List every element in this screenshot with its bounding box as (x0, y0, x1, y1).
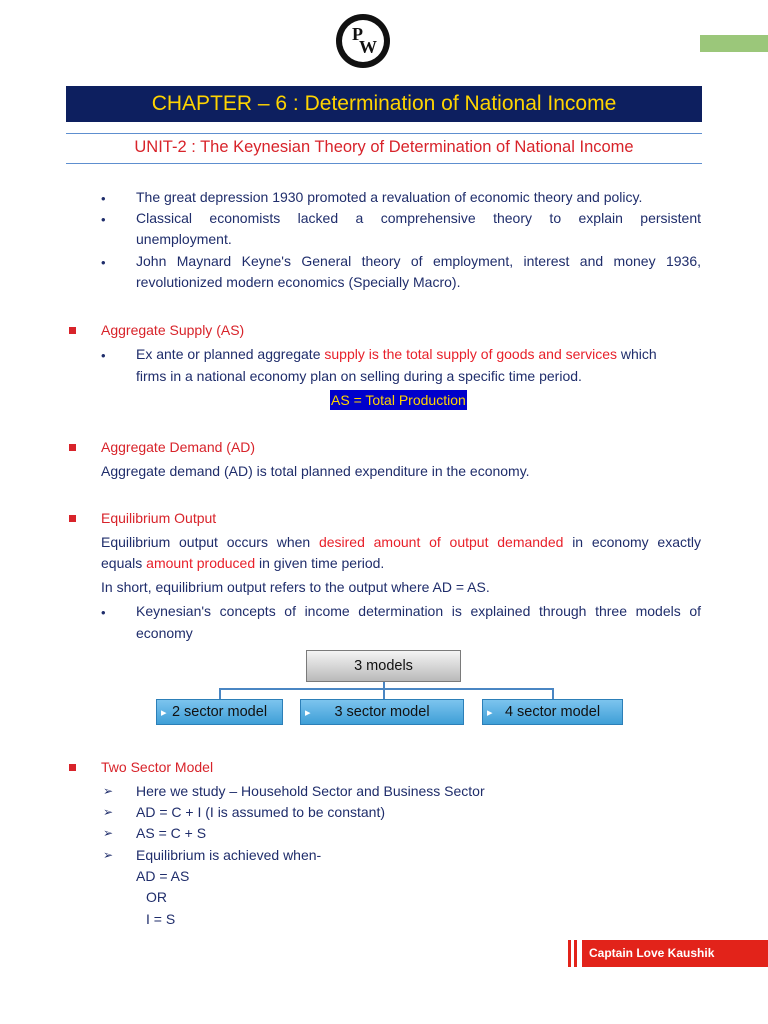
unit-title: UNIT-2 : The Keynesian Theory of Determination of National Income (134, 138, 634, 156)
section-square-marker (69, 515, 76, 522)
bullet-dot: • (101, 191, 106, 206)
connector-line (552, 688, 554, 699)
eq-l1-red: desired amount of output demanded (318, 534, 564, 550)
equilibrium-bullet-line2: economy (136, 625, 193, 641)
equilibrium-line2 (101, 553, 701, 574)
eq-l2-post: in given time period. (255, 555, 385, 571)
arrow-bullet-icon: ➢ (103, 826, 114, 840)
equilibrium-line3: In short, equilibrium output refers to the output where AD = AS. (101, 579, 490, 595)
aggregate-supply-line1 (136, 344, 701, 365)
unit-top-divider (66, 133, 702, 134)
bullet-dot: • (101, 348, 106, 363)
pw-logo-inner (342, 20, 384, 62)
author-name: Captain Love Kaushik (582, 940, 768, 967)
intro-bullet-1 (136, 187, 701, 208)
two-sector-heading: Two Sector Model (101, 759, 214, 775)
as-text-post: which (617, 346, 657, 362)
equilibrium-bullet-line1: Keynesian's concepts of income determination is explained through three models of (136, 603, 701, 619)
eq-l2-pre: equals (101, 555, 147, 571)
model-box-3-sector (300, 699, 464, 725)
equilibrium-heading: Equilibrium Output (101, 510, 217, 526)
intro-bullet-1-text: The great depression 1930 promoted a revaluation of economic theory and policy. (136, 189, 643, 205)
as-text-pre: Ex ante or planned aggregate (136, 346, 325, 362)
arrow-bullet-icon: ➢ (103, 805, 114, 819)
aggregate-demand-text: Aggregate demand (AD) is total planned expenditure in the economy. (101, 463, 530, 479)
author-bar-stripe (568, 940, 571, 967)
pw-logo (336, 14, 390, 68)
logo-letter-w: W (359, 37, 377, 57)
equation-or: OR (146, 889, 167, 905)
equation-ad-as: AD = AS (136, 868, 190, 884)
model-label: 4 sector model (504, 704, 601, 720)
connector-line (383, 688, 385, 699)
intro-bullet-3-line2: revolutionized modern economics (Specially Macro). (136, 274, 461, 290)
connector-line (219, 688, 221, 699)
models-root-box (306, 650, 461, 682)
bullet-dot: • (101, 605, 106, 620)
section-square-marker (69, 444, 76, 451)
arrow-bullet-icon: ➢ (103, 784, 114, 798)
author-badge (568, 940, 768, 967)
bullet-dot: • (101, 255, 106, 270)
model-label: 3 sector model (334, 704, 430, 720)
two-sector-point-4: Equilibrium is achieved when- (136, 847, 322, 863)
aggregate-supply-heading: Aggregate Supply (AS) (101, 322, 245, 338)
two-sector-point-2: AD = C + I (I is assumed to be constant) (136, 804, 385, 820)
aggregate-demand-heading: Aggregate Demand (AD) (101, 439, 256, 455)
two-sector-point-3: AS = C + S (136, 825, 207, 841)
as-formula-highlight: AS = Total Production (331, 392, 466, 408)
unit-bottom-divider (66, 163, 702, 164)
eq-l1-pre: Equilibrium output occurs when (101, 534, 319, 550)
bullet-dot: • (101, 212, 106, 227)
green-tab-decoration (700, 35, 768, 52)
eq-l1-post: in economy exactly (563, 534, 702, 550)
section-square-marker (69, 764, 76, 771)
model-box-2-sector (156, 699, 283, 725)
logo-letter-p: P (352, 24, 363, 44)
intro-bullet-3-line1: John Maynard Keyne's General theory of employment, interest and money 1936, (136, 253, 701, 269)
eq-l2-red: amount produced (146, 555, 256, 571)
as-text-highlight: supply is the total supply of goods and services (324, 346, 617, 362)
intro-bullet-2-line1: Classical economists lacked a comprehensive theory to explain persistent (136, 210, 701, 226)
arrow-bullet-icon: ➢ (103, 848, 114, 862)
aggregate-supply-line2: firms in a national economy plan on selling during a specific time period. (136, 368, 582, 384)
chevron-right-icon: ▸ (305, 707, 311, 719)
chevron-right-icon: ▸ (161, 707, 167, 719)
connector-line (219, 688, 554, 690)
equation-i-s: I = S (146, 911, 176, 927)
equilibrium-line1 (101, 532, 701, 553)
model-label: 2 sector model (171, 704, 268, 720)
chapter-title: CHAPTER – 6 : Determination of National Income (66, 86, 702, 122)
two-sector-point-1: Here we study – Household Sector and Business Sector (136, 783, 485, 799)
author-bar-stripe (574, 940, 577, 967)
chevron-right-icon: ▸ (487, 707, 493, 719)
section-square-marker (69, 327, 76, 334)
model-box-4-sector (482, 699, 623, 725)
intro-bullet-2-line2: unemployment. (136, 231, 232, 247)
models-root-label: 3 models (354, 658, 413, 674)
